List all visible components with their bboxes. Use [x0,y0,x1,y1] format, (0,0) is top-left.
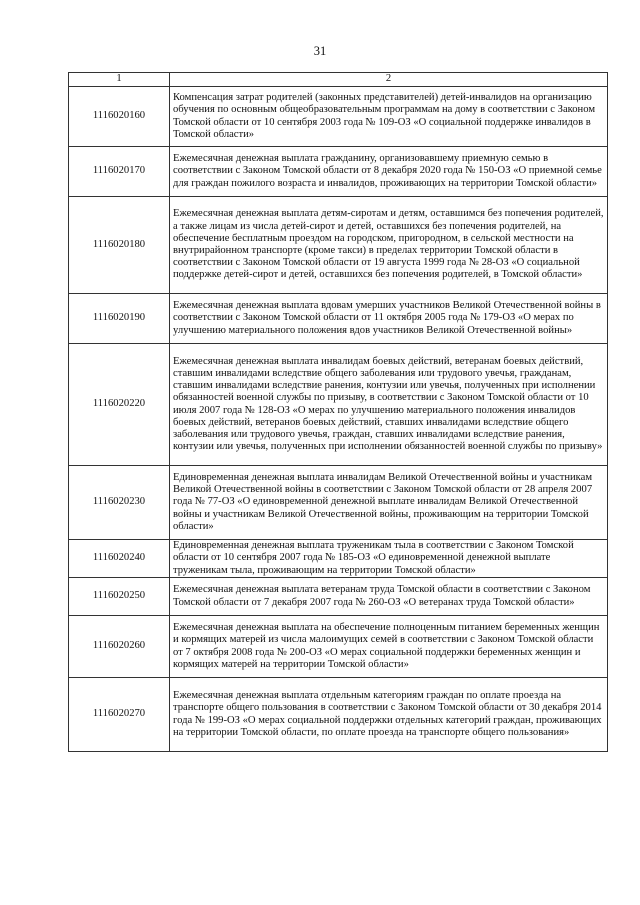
table-row [69,678,608,752]
table-header-row [69,73,608,87]
row-code: 1116020240 [69,540,170,578]
row-code: 1116020170 [69,147,170,197]
row-description: Ежемесячная денежная выплата ветеранам труда Томской области в соответствии с Законом Томской области от 7 декабря 2007 года № 260-ОЗ «О ветеранах труда Томской области» [170,578,608,616]
row-description: Ежемесячная денежная выплата гражданину, организовавшему приемную семью в соответствии с Законом Томской области от 8 декабря 2020 года № 150-ОЗ «О приемной семье для граждан пожилого возраста и инвалидов, проживающих на территории Томской области» [170,147,608,197]
row-description: Компенсация затрат родителей (законных представителей) детей-инвалидов на организацию обучения по основным общеобразовательным программам на дому в соответствии с Законом Томской области от 10 сентября 2003 года № 109-ОЗ «О социальной поддержке инвалидов в Томской области» [170,87,608,147]
row-code: 1116020260 [69,616,170,678]
row-code: 1116020180 [69,197,170,294]
row-description: Единовременная денежная выплата инвалидам Великой Отечественной войны и участникам Великой Отечественной войны в соответствии с Законом Томской области от 28 апреля 2007 года № 77-ОЗ «О единовременной денежной выплате инвалидам Великой Отечественной войны и участникам Великой Отечественной войны, проживающим на территории Томской области» [170,466,608,540]
row-code: 1116020230 [69,466,170,540]
table-row [69,578,608,616]
page-number: 31 [313,44,327,58]
row-code: 1116020220 [69,344,170,466]
row-description: Ежемесячная денежная выплата инвалидам боевых действий, ветеранам боевых действий, ставшим инвалидами вследствие общего заболевания или трудового увечья, гражданам, ставшим инвалидами вследствие ранения, контузии или увечья, полученных при исполнении обязанностей военной службы по призыву, в соответствии с Законом Томской области от 10 июля 2007 года № 128-ОЗ «О мерах по улучшению материального положения инвалидов боевых действий, ветеранов боевых действий, ставших инвалидами вследствие общего заболевания или трудового увечья, граждан, ставших инвалидами вследствие ранения, контузии или увечья, полученных при исполнении обязанностей военной службы по призыву» [170,344,608,466]
table-row [69,540,608,578]
table-row [69,294,608,344]
row-description: Ежемесячная денежная выплата отдельным категориям граждан по оплате проезда на транспорте общего пользования в соответствии с Законом Томской области от 30 декабря 2014 года № 199-ОЗ «О мерах социальной поддержки отдельных категорий граждан, проживающих на территории Томской области, по оплате проезда на транспорте общего пользования» [170,678,608,752]
table-row [69,344,608,466]
table-row [69,147,608,197]
row-description: Ежемесячная денежная выплата на обеспечение полноценным питанием беременных женщин и кормящих матерей из числа малоимущих семей в соответствии с Законом Томской области от 7 октября 2008 года № 200-ОЗ «О мерах социальной поддержки беременных женщин и кормящих матерей на территории Томской области» [170,616,608,678]
column-header-code: 1 [69,73,170,87]
row-code: 1116020160 [69,87,170,147]
row-code: 1116020190 [69,294,170,344]
row-code: 1116020250 [69,578,170,616]
column-header-description: 2 [170,73,608,87]
table-row [69,87,608,147]
table-row [69,616,608,678]
row-description: Ежемесячная денежная выплата вдовам умерших участников Великой Отечественной войны в соответствии с Законом Томской области от 11 октября 2005 года № 179-ОЗ «О мерах по улучшению материального положения вдов участников Великой Отечественной войны» [170,294,608,344]
row-description: Ежемесячная денежная выплата детям-сиротам и детям, оставшимся без попечения родителей, а также лицам из числа детей-сирот и детей, оставшихся без попечения родителей, на обеспечение бесплатным проездом на городском, пригородном, в сельской местности на внутрирайонном транспорте (кроме такси) в пределах территории Томской области в соответствии с Законом Томской области от 19 августа 1999 года № 28-ОЗ «О социальной поддержке детей-сирот и детей, оставшихся без попечения родителей, в Томской области» [170,197,608,294]
row-code: 1116020270 [69,678,170,752]
row-description: Единовременная денежная выплата труженикам тыла в соответствии с Законом Томской области от 10 сентября 2007 года № 185-ОЗ «О единовременной денежной выплате труженикам тыла, проживающим на территории Томской области» [170,540,608,578]
table-row [69,197,608,294]
table-row [69,466,608,540]
budget-code-table [68,72,608,752]
